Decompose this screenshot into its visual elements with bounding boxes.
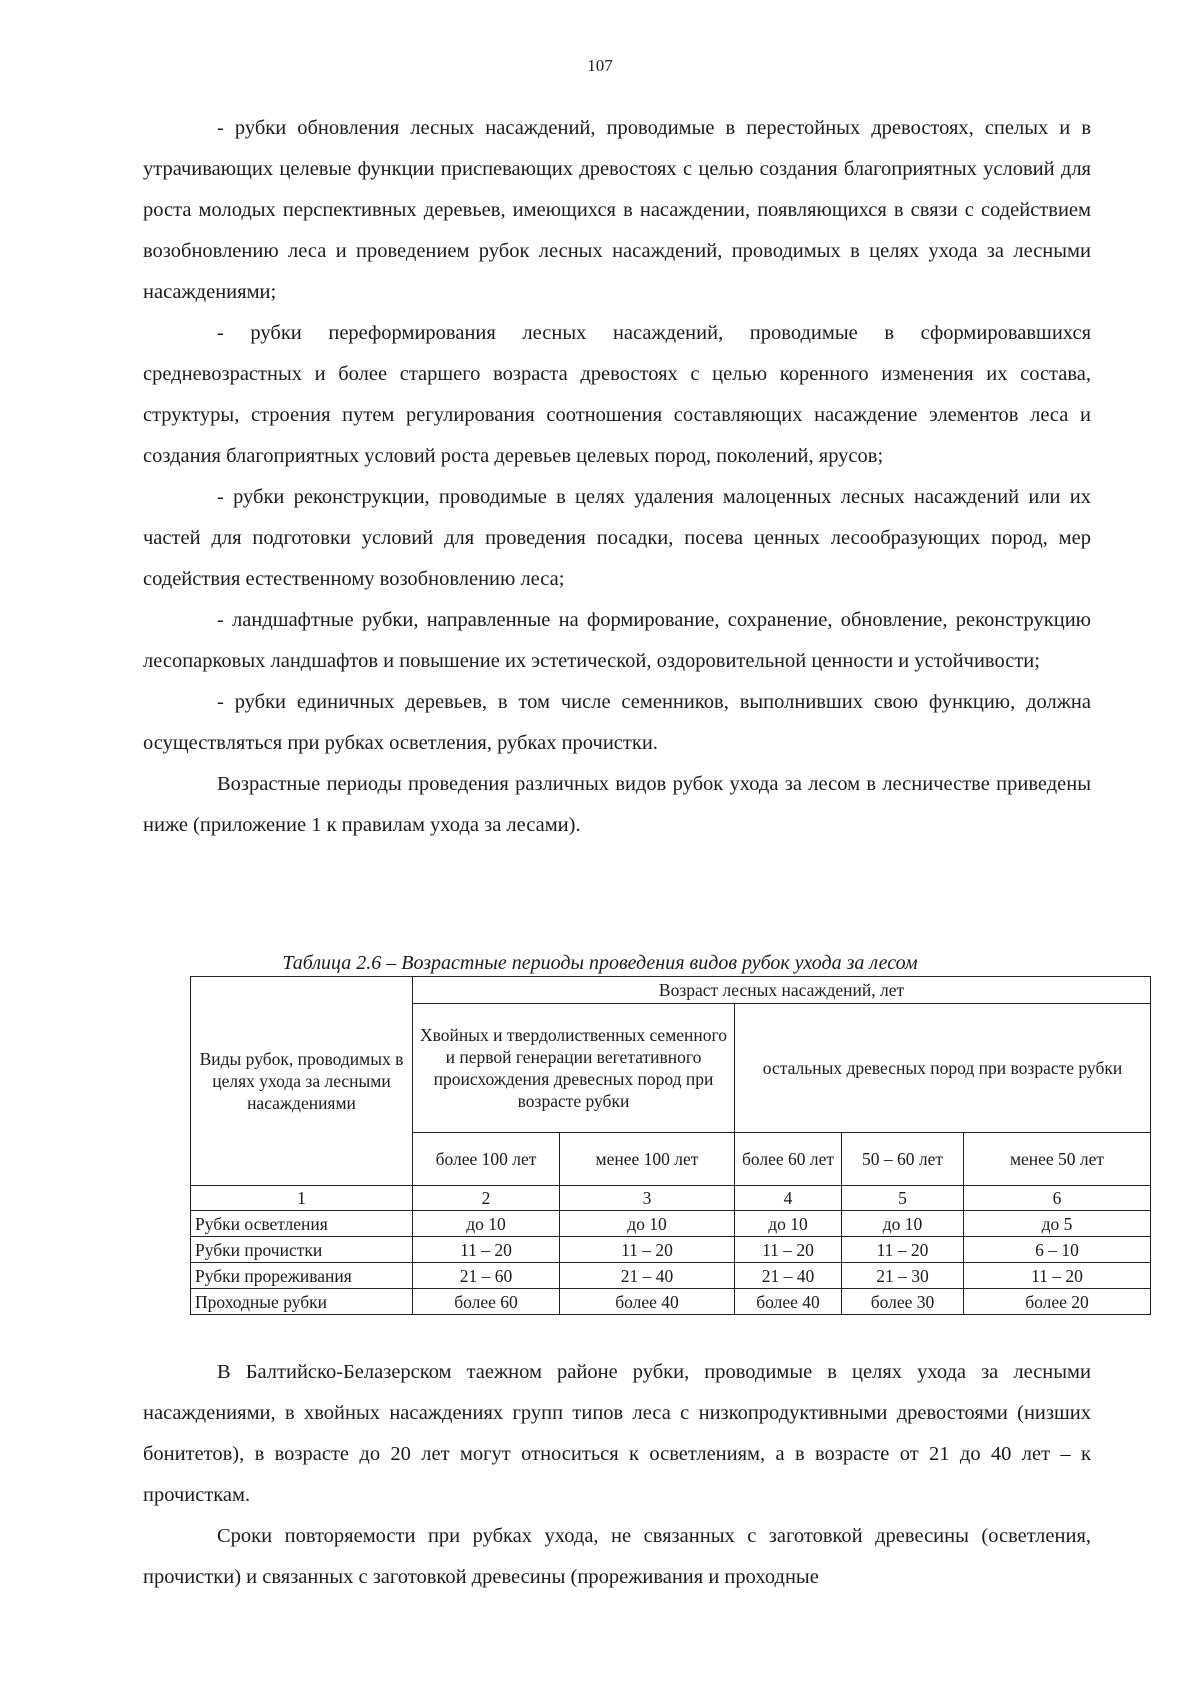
- row-name-cell: Рубки прореживания: [191, 1263, 413, 1289]
- value-cell: более 20: [964, 1289, 1151, 1315]
- table-row: [191, 1211, 1151, 1237]
- table-row: [191, 1263, 1151, 1289]
- value-cell: 21 – 30: [842, 1263, 964, 1289]
- value-cell: 21 – 40: [735, 1263, 842, 1289]
- age-periods-table: [190, 976, 1151, 1315]
- value-cell: 11 – 20: [560, 1237, 735, 1263]
- table-row: [191, 1289, 1151, 1315]
- body-text-bottom: [143, 1352, 1091, 1598]
- paragraph: - рубки единичных деревьев, в том числе семенников, выполнивших свою функцию, должна осуществляться при рубках осветления, рубках прочистки.: [143, 691, 1091, 754]
- paragraph: Возрастные периоды проведения различных видов рубок ухода за лесом в лесничестве приведены ниже (приложение 1 к правилам ухода за лесами).: [143, 773, 1091, 836]
- body-text-top: [143, 108, 1091, 846]
- table-row: [191, 1237, 1151, 1263]
- column-header: 50 – 60 лет: [842, 1133, 964, 1186]
- value-cell: более 60: [413, 1289, 560, 1315]
- column-header: менее 100 лет: [560, 1133, 735, 1186]
- value-cell: 11 – 20: [735, 1237, 842, 1263]
- column-header: более 60 лет: [735, 1133, 842, 1186]
- paragraph: - рубки переформирования лесных насаждений, проводимые в сформировавшихся средневозрастных и более старшего возраста древостоях с целью коренного изменения их состава, структуры, строения путем регулирования соотношения составляющих насаждение элементов леса и создания благоприятных условий роста деревьев целевых пород, поколений, ярусов;: [143, 322, 1091, 467]
- paragraph: Сроки повторяемости при рубках ухода, не связанных с заготовкой древесины (осветления, прочистки) и связанных с заготовкой древесины (прореживания и проходные: [143, 1525, 1091, 1588]
- value-cell: до 5: [964, 1211, 1151, 1237]
- value-cell: 21 – 60: [413, 1263, 560, 1289]
- paragraph: - рубки обновления лесных насаждений, проводимые в перестойных древостоях, спелых и в утрачивающих целевые функции приспевающих древостоях с целью создания благоприятных условий для роста молодых перспективных деревьев, имеющихся в насаждении, появляющихся в связи с содействием возобновлению леса и проведением рубок лесных насаждений, проводимых в целях ухода за лесными насаждениями;: [143, 117, 1091, 303]
- row-header-cell: Виды рубок, проводимых в целях ухода за лесными насаждениями: [191, 977, 413, 1186]
- row-name-cell: Рубки прочистки: [191, 1237, 413, 1263]
- index-cell: 6: [964, 1186, 1151, 1211]
- column-header: менее 50 лет: [964, 1133, 1151, 1186]
- value-cell: до 10: [413, 1211, 560, 1237]
- page-number: 107: [587, 56, 613, 75]
- value-cell: 21 – 40: [560, 1263, 735, 1289]
- value-cell: 11 – 20: [842, 1237, 964, 1263]
- value-cell: 11 – 20: [413, 1237, 560, 1263]
- paragraph: В Балтийско-Белазерском таежном районе рубки, проводимые в целях ухода за лесными насаждениями, в хвойных насаждениях групп типов леса с низкопродуктивными древостоями (низших бонитетов), в возрасте до 20 лет могут относиться к осветлениям, а в возрасте от 21 до 40 лет – к прочисткам.: [143, 1361, 1091, 1506]
- paragraph: - ландшафтные рубки, направленные на формирование, сохранение, обновление, реконструкцию лесопарковых ландшафтов и повышение их эстетической, оздоровительной ценности и устойчивости;: [143, 609, 1091, 672]
- index-row: [191, 1186, 1151, 1211]
- value-cell: до 10: [735, 1211, 842, 1237]
- value-cell: более 40: [735, 1289, 842, 1315]
- value-cell: более 40: [560, 1289, 735, 1315]
- index-cell: 3: [560, 1186, 735, 1211]
- group-header-cell: Возраст лесных насаждений, лет: [413, 977, 1151, 1004]
- index-cell: 5: [842, 1186, 964, 1211]
- value-cell: более 30: [842, 1289, 964, 1315]
- column-header: более 100 лет: [413, 1133, 560, 1186]
- index-cell: 4: [735, 1186, 842, 1211]
- value-cell: до 10: [560, 1211, 735, 1237]
- row-name-cell: Рубки осветления: [191, 1211, 413, 1237]
- index-cell: 2: [413, 1186, 560, 1211]
- value-cell: до 10: [842, 1211, 964, 1237]
- subgroup-conifer-cell: Хвойных и твердолиственных семенного и первой генерации вегетативного происхождения древесных пород при возрасте рубки: [413, 1004, 735, 1133]
- table-caption: Таблица 2.6 – Возрастные периоды проведения видов рубок ухода за лесом: [282, 952, 918, 974]
- subgroup-other-cell: остальных древесных пород при возрасте рубки: [735, 1004, 1151, 1133]
- index-cell: 1: [191, 1186, 413, 1211]
- value-cell: 6 – 10: [964, 1237, 1151, 1263]
- value-cell: 11 – 20: [964, 1263, 1151, 1289]
- paragraph: - рубки реконструкции, проводимые в целях удаления малоценных лесных насаждений или их частей для подготовки условий для проведения посадки, посева ценных лесообразующих пород, мер содействия естественному возобновлению леса;: [143, 486, 1091, 590]
- row-name-cell: Проходные рубки: [191, 1289, 413, 1315]
